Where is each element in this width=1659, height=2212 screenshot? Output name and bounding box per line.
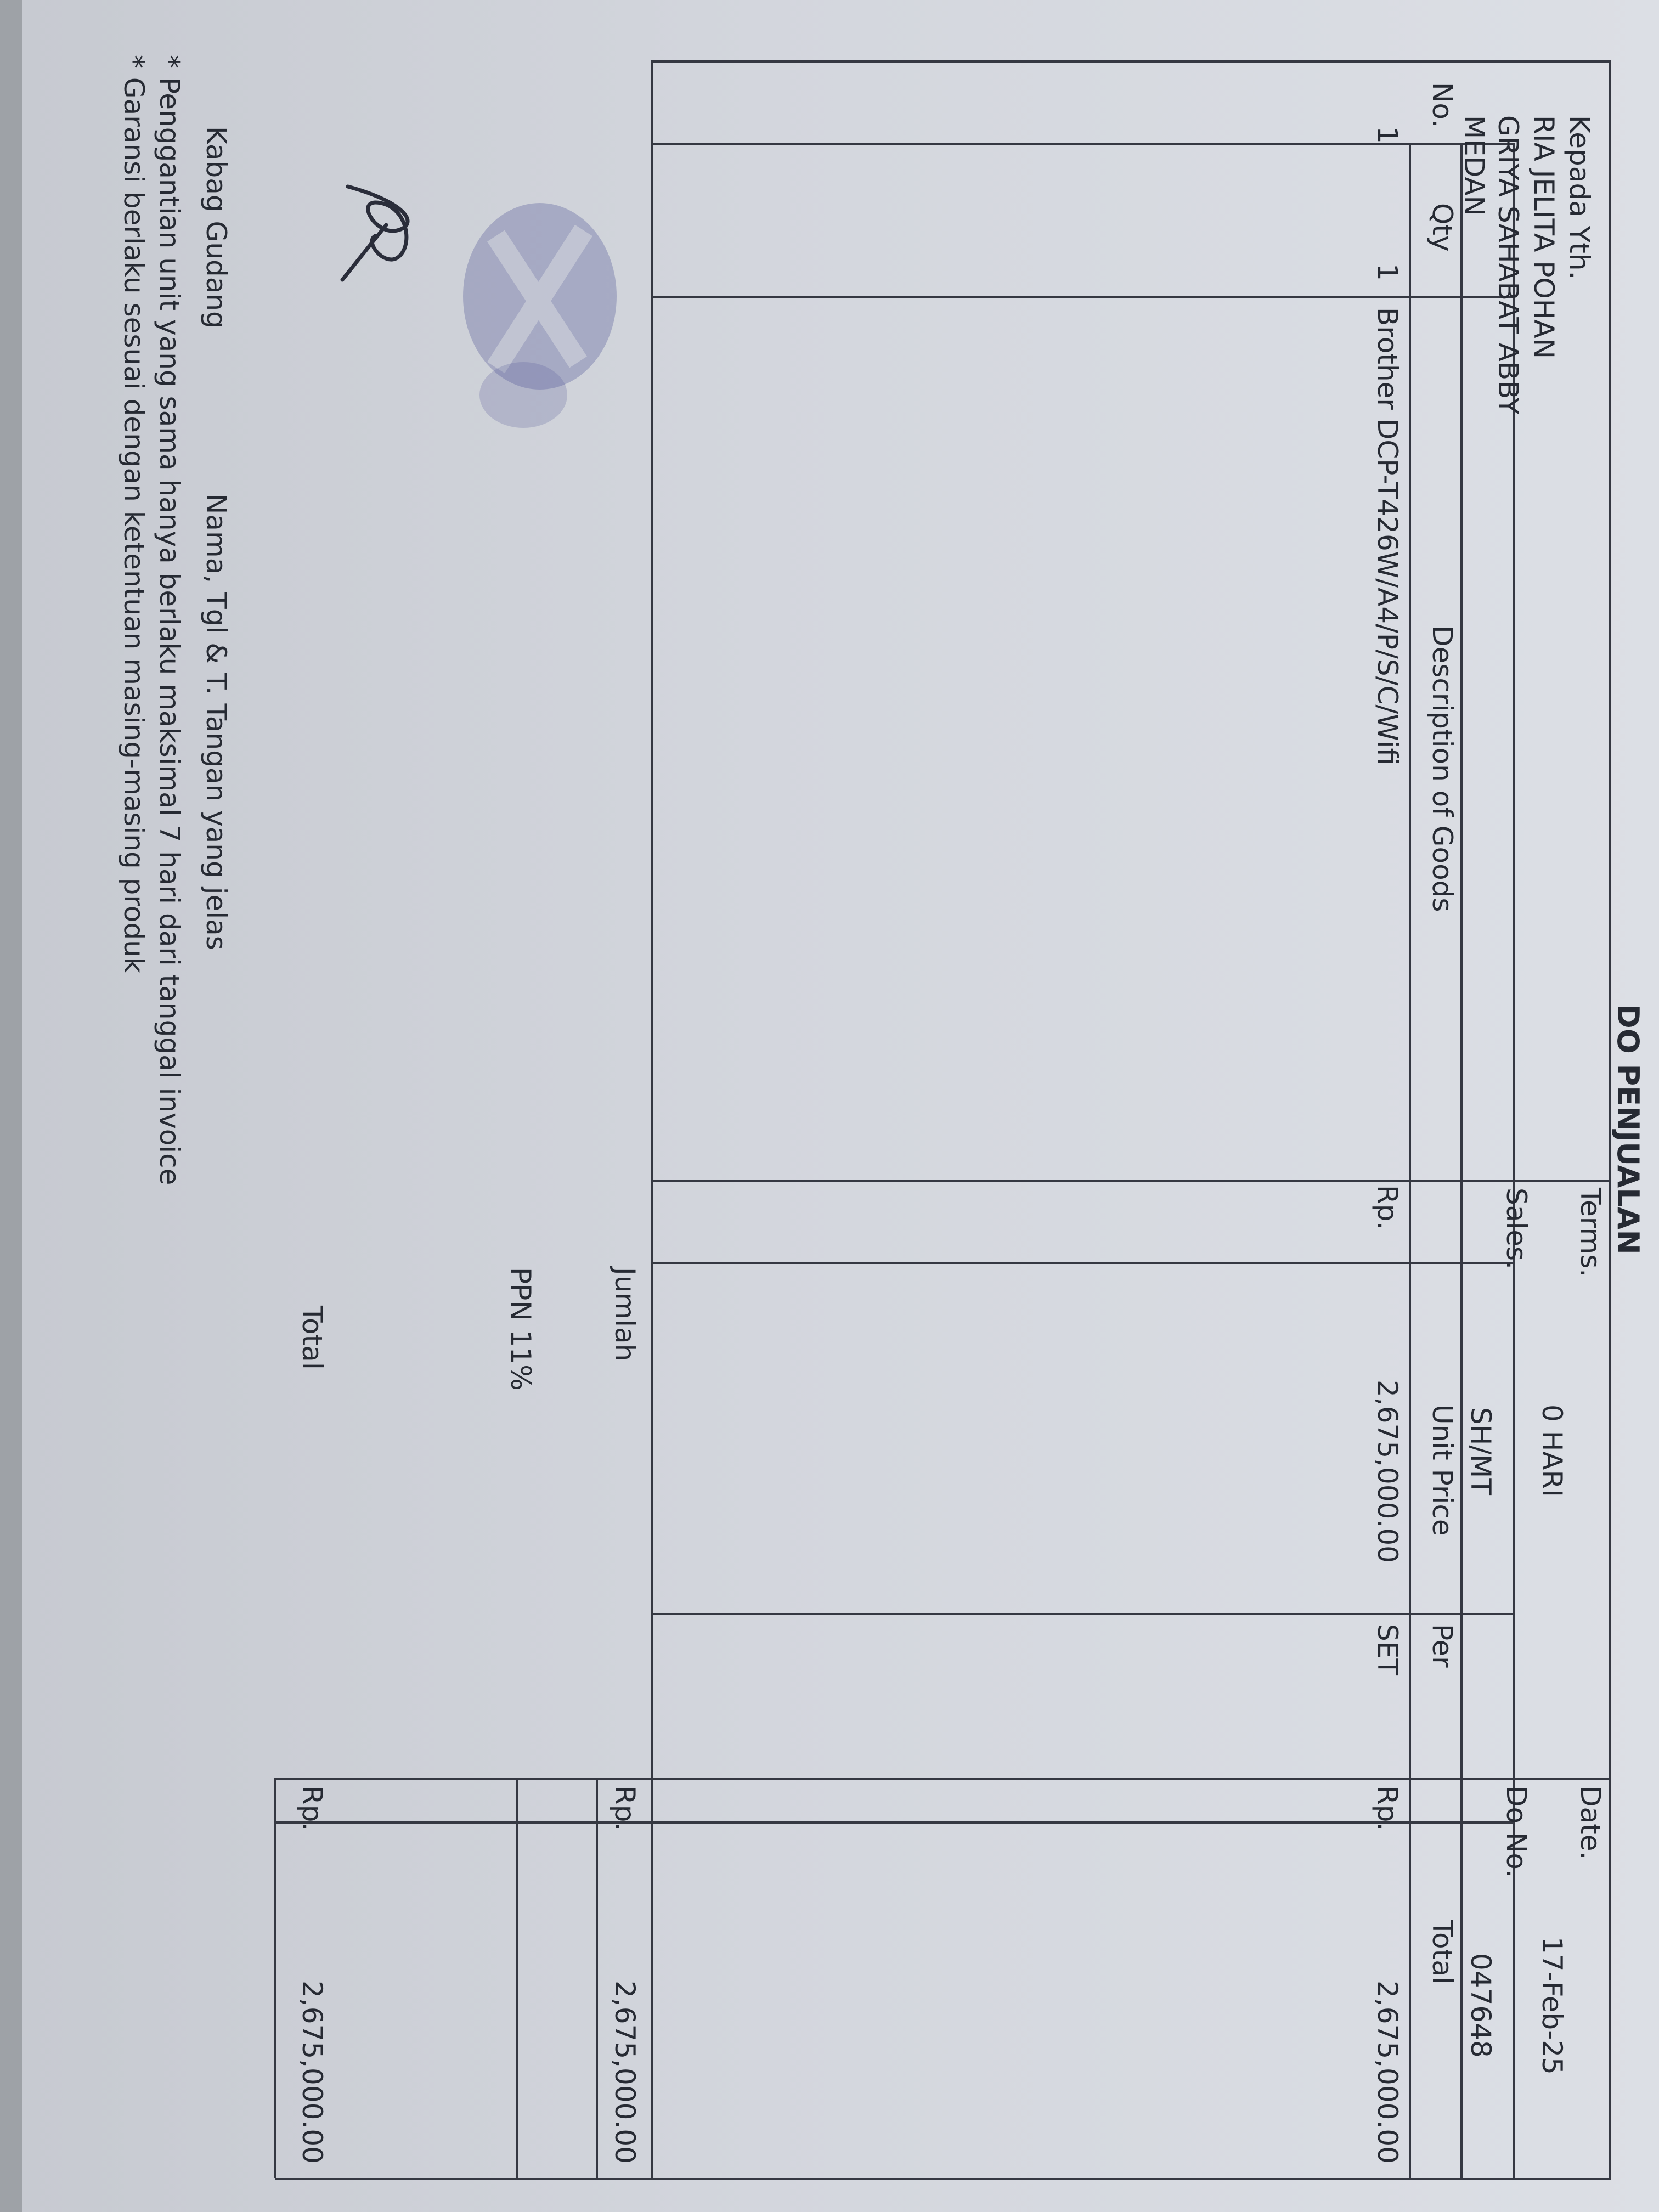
customer-label: Kepada Yth. bbox=[1564, 115, 1595, 280]
jumlah-row-border bbox=[596, 1778, 598, 2178]
col-header-unit-price: Unit Price bbox=[1426, 1404, 1458, 1536]
signature-label-recipient: Nama, Tgl & T. Tangan yang jelas bbox=[200, 494, 232, 950]
row-total: 2,675,000.00 bbox=[1372, 1980, 1403, 2164]
jumlah-value: 2,675,000.00 bbox=[609, 1980, 641, 2164]
row-unit-price: 2,675,000.00 bbox=[1372, 1380, 1403, 1563]
col-header-total: Total bbox=[1426, 1920, 1458, 1984]
total-currency: Rp. bbox=[296, 1786, 328, 1831]
sales-label: Sales. bbox=[1500, 1188, 1532, 1269]
col-unitprice-border bbox=[651, 1262, 1515, 1264]
terms-label: Terms. bbox=[1575, 1188, 1606, 1278]
col-header-description: Description of Goods bbox=[1426, 625, 1458, 912]
row-currency: Rp. bbox=[1372, 1185, 1403, 1231]
row-no: 1 bbox=[1372, 126, 1403, 144]
col-header-per: Per bbox=[1426, 1624, 1458, 1668]
note-replacement: * Penggantian unit yang sama hanya berlaku maksimal 7 hari dari tanggal invoice bbox=[154, 55, 185, 1186]
do-number-value: 047648 bbox=[1465, 1953, 1497, 2058]
total-row-border bbox=[274, 1778, 276, 2178]
signature-label-warehouse: Kabag Gudang bbox=[200, 126, 232, 329]
company-stamp bbox=[452, 187, 633, 428]
ppn-row-border bbox=[516, 1778, 518, 2178]
row-description: Brother DCP-T426W/A4/P/S/C/Wifi bbox=[1372, 307, 1403, 765]
document-title: DO PENJUALAN bbox=[1611, 1004, 1645, 1255]
customer-name: RIA JELITA POHAN bbox=[1528, 115, 1560, 359]
row-qty: 1 bbox=[1372, 263, 1403, 281]
date-label: Date. bbox=[1575, 1786, 1606, 1860]
col-desc-border bbox=[651, 1180, 1611, 1182]
col-total-border bbox=[275, 1778, 1611, 1780]
col-qty-border bbox=[651, 296, 1515, 298]
header-row-border bbox=[1460, 143, 1463, 2178]
table-left-border bbox=[651, 60, 1611, 63]
row-total-currency: Rp. bbox=[1372, 1786, 1403, 1831]
jumlah-label: Jumlah bbox=[609, 1267, 641, 1362]
col-total-inner-border bbox=[275, 1821, 1515, 1824]
terms-value: 0 HARI bbox=[1536, 1404, 1568, 1497]
total-label: Total bbox=[296, 1306, 328, 1370]
table-right-border bbox=[275, 2178, 1611, 2180]
table-bottom-border bbox=[651, 60, 653, 2178]
note-warranty: * Garansi berlaku sesuai dengan ketentuan masing-masing produk bbox=[118, 55, 150, 973]
total-value: 2,675,000.00 bbox=[296, 1980, 328, 2164]
do-number-label: Do No. bbox=[1500, 1786, 1532, 1878]
table-top-border bbox=[1609, 60, 1611, 2178]
handwritten-signature bbox=[331, 165, 430, 296]
jumlah-currency: Rp. bbox=[609, 1786, 641, 1831]
customer-city: MEDAN bbox=[1458, 115, 1490, 216]
row-per: SET bbox=[1372, 1624, 1403, 1675]
ppn-label: PPN 11% bbox=[505, 1267, 537, 1391]
customer-company: GRIYA SAHABAT ABBY bbox=[1492, 115, 1524, 415]
sales-value: SH/MT bbox=[1465, 1407, 1497, 1495]
col-header-qty: Qty bbox=[1426, 203, 1458, 252]
col-header-no: No. bbox=[1426, 82, 1458, 128]
date-value: 17-Feb-25 bbox=[1536, 1937, 1568, 2075]
col-per-border bbox=[651, 1613, 1515, 1615]
item-row-border bbox=[1409, 143, 1411, 2178]
